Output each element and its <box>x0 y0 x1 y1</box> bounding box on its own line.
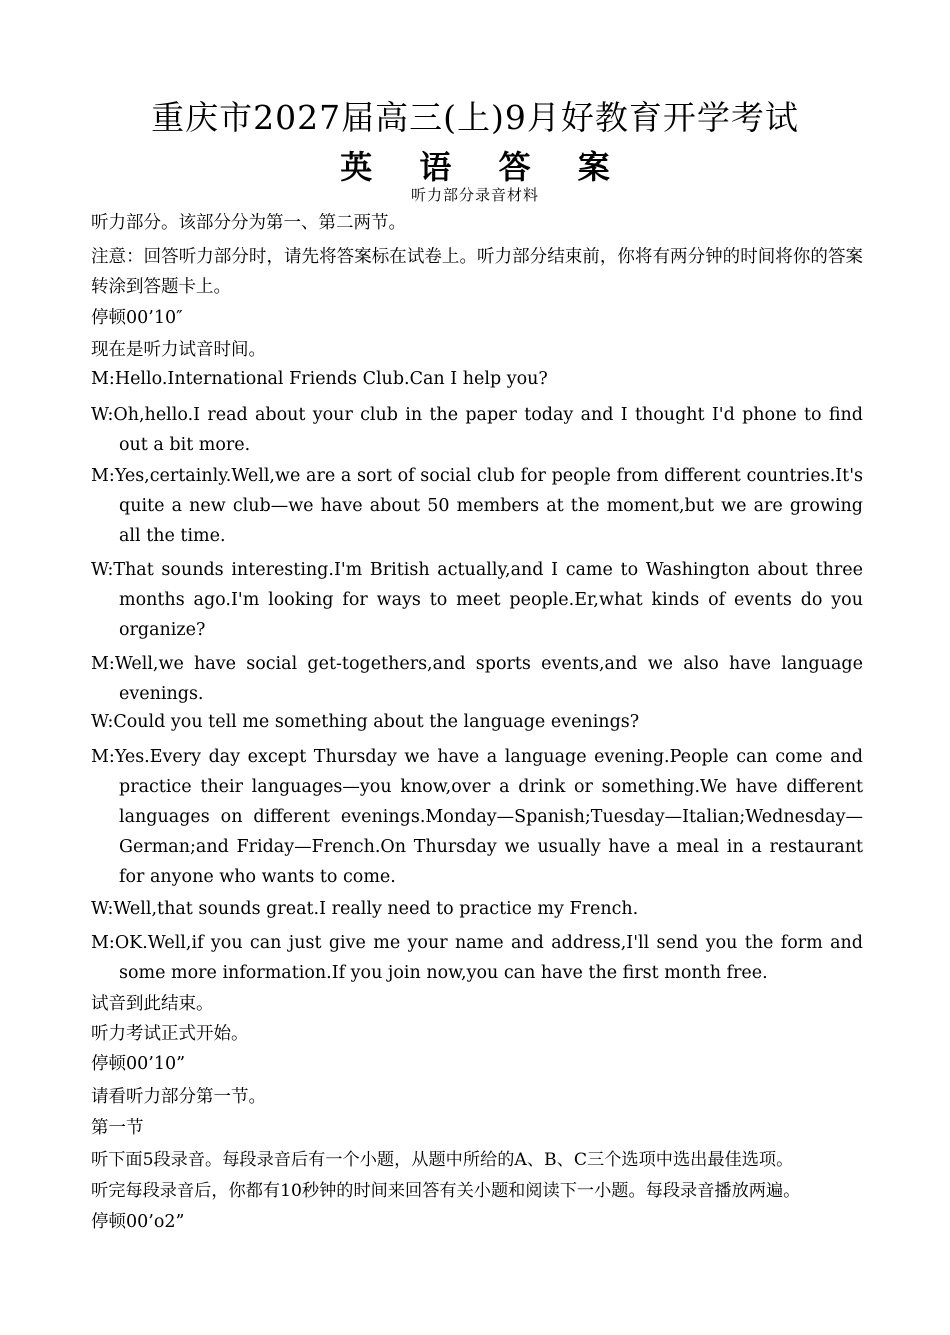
dialogue-line: W:Oh,hello.I read about your club in the paper today and I thought I'd phone to find out a bit more. <box>91 405 863 455</box>
section-subtitle: 听力部分录音材料 <box>410 186 539 204</box>
dialogue-line: M:Well,we have social get-togethers,and sports events,and we also have language evenings. <box>91 654 863 704</box>
dialogue-line: M:OK.Well,if you can just give me your name and address,I'll send you the form and some more information.If you join now,you can have the first month free. <box>91 933 863 983</box>
subject-heading: 英 语 答 案 <box>340 148 628 186</box>
instruction-line: 听完每段录音后，你都有10秒钟的时间来回答有关小题和阅读下一小题。每段录音播放两遍。 <box>91 1181 801 1201</box>
instruction-line: 听下面5段录音。每段录音后有一个小题，从题中所给的A、B、C三个选项中选出最佳选项。 <box>91 1150 794 1170</box>
trial-end: 试音到此结束。 <box>91 994 214 1014</box>
pause-note: 停顿00’o2” <box>91 1212 185 1232</box>
dialogue-line: W:Could you tell me something about the language evenings? <box>91 712 640 732</box>
exam-title: 重庆市2027届高三(上)9月好教育开学考试 <box>151 98 799 137</box>
pause-note: 停顿00’10″ <box>91 308 183 328</box>
exam-start: 听力考试正式开始。 <box>91 1024 249 1044</box>
dialogue-line: M:Yes.Every day except Thursday we have a language evening.People can come and practice their languages—you know,over a drink or something.We have different languages on different evenings.Monday—Spanish;Tuesday—Italian;Wednesday—German;and Friday—French.On Thursday we usually have a meal in a restaurant for anyone who wants to come. <box>91 747 863 887</box>
section-prompt: 请看听力部分第一节。 <box>91 1087 266 1107</box>
pause-note: 停顿00’10” <box>91 1054 186 1074</box>
intro-line: 听力部分。该部分分为第一、第二两节。 <box>91 213 406 233</box>
section-one-heading: 第一节 <box>91 1118 144 1138</box>
dialogue-line: M:Yes,certainly.Well,we are a sort of social club for people from different countries.It's quite a new club—we have about 50 members at the moment,but we are growing all the time. <box>91 466 863 546</box>
dialogue-line: M:Hello.International Friends Club.Can I help you? <box>91 369 548 389</box>
dialogue-line: W:That sounds interesting.I'm British actually,and I came to Washington about three months ago.I'm looking for ways to meet people.Er,what kinds of events do you organize? <box>91 560 863 640</box>
notice-paragraph: 注意：回答听力部分时，请先将答案标在试卷上。听力部分结束前，你将有两分钟的时间将你的答案转涂到答题卡上。 <box>91 247 863 297</box>
trial-notice: 现在是听力试音时间。 <box>91 340 266 360</box>
dialogue-line: W:Well,that sounds great.I really need to practice my French. <box>91 899 639 919</box>
